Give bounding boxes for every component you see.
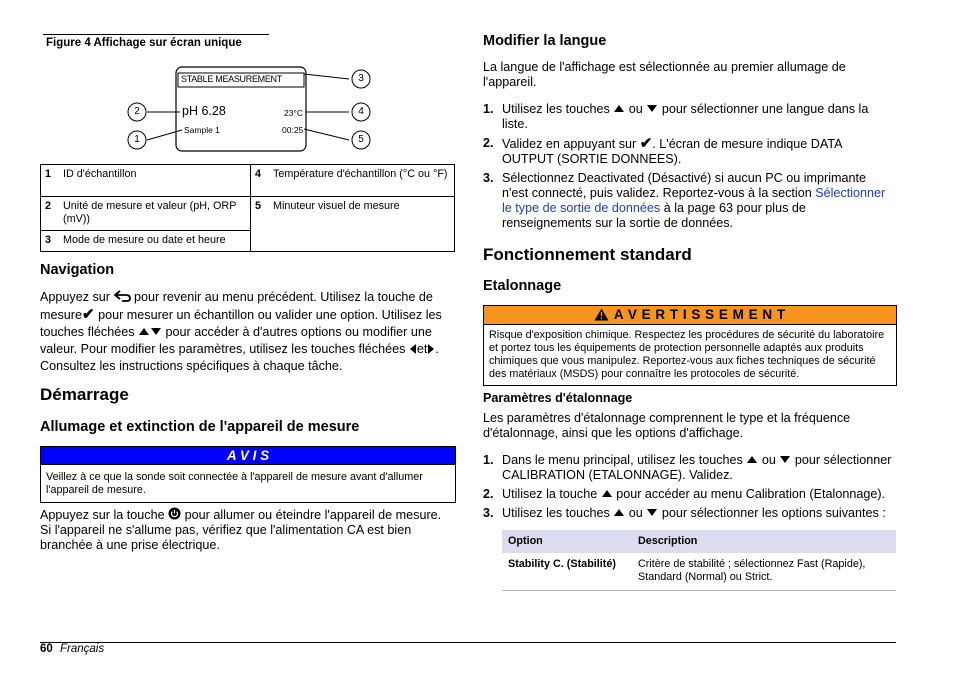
page-number: 60 — [40, 643, 53, 655]
legend-cell: 1 ID d'échantillon — [41, 165, 251, 197]
callout-line-5 — [304, 129, 349, 140]
callout-label-1: 1 — [134, 134, 140, 145]
row-description: Critère de stabilité ; sélectionnez Fast (Rapide), Standard (Normal) ou Strict. — [638, 558, 866, 583]
arrow-up-icon — [747, 456, 757, 463]
demarrage-heading: Démarrage — [40, 385, 129, 404]
power-icon — [168, 507, 181, 520]
avis-notice — [40, 446, 456, 503]
arrow-up-icon — [614, 509, 624, 516]
warning-triangle-icon — [594, 308, 609, 326]
display-sample: Sample 1 — [184, 125, 220, 135]
callout-label-3: 3 — [358, 73, 364, 84]
arrow-left-icon — [410, 344, 416, 354]
etalonnage-heading: Etalonnage — [483, 278, 562, 294]
arrow-down-icon — [647, 105, 657, 112]
footer-rule — [40, 642, 896, 643]
avertissement-text: Risque d'exposition chimique. Respectez les procédures de sécurité du laboratoire et portez tous les équipements de protection personnelle adaptés aux produits chimiques que vous manipulez. Reportez-vous aux fiches techniques de sécurité des matériaux (MSDS) pour connaître les protocoles de sécurité. — [484, 324, 896, 385]
display-timer: 00:25 — [282, 125, 304, 135]
figure-caption: Figure 4 Affichage sur écran unique — [46, 37, 242, 49]
langue-step-3: 3. Sélectionnez Deactivated (Désactivé) si aucun PC ou imprimante n'est connecté, puis validez. Reportez-vous à la section Sélectionner le type de sortie de données à la page 63 pour plus de renseignements sur la sortie de données. — [483, 171, 886, 230]
table-row — [502, 553, 896, 591]
avis-title: A V I S — [226, 448, 270, 463]
etalonnage-step-1: 1. Dans le menu principal, utilisez les touches ou pour sélectionner CALIBRATION (ETALONNAGE). Validez. — [483, 453, 892, 482]
arrow-down-icon — [151, 328, 161, 335]
arrow-up-icon — [614, 105, 624, 112]
arrow-down-icon — [780, 456, 790, 463]
options-table-header — [502, 530, 896, 553]
back-arrow-icon — [114, 290, 131, 302]
callout-label-4: 4 — [358, 106, 364, 117]
navigation-paragraph: Appuyez sur pour revenir au menu précédent. Utilisez la touche de mesure✔ pour mesurer un échantillon ou valider une option. Utilisez les touches fléchées pour accéder à d'autres options ou modifier une valeur. Pour modifier les paramètres, utilisez les touches fléchées et . Consultez les instructions spécifiques à chaque tâche. — [40, 290, 442, 373]
legend-cell: 4 Température d'échantillon (°C ou °F) — [251, 165, 455, 197]
link-sortie-donnees[interactable]: Sélectionner le type de sortie de données — [502, 186, 886, 215]
calibration-options-table — [502, 530, 896, 591]
params-text: Les paramètres d'étalonnage comprennent le type et la fréquence d'étalonnage, ainsi que les options d'affichage. — [483, 411, 851, 440]
footer-language: Français — [60, 643, 105, 655]
langue-step-2: 2. Validez en appuyant sur ✔. L'écran de mesure indique DATA OUTPUT (SORTIE DONNEES). — [483, 135, 842, 166]
check-icon: ✔ — [82, 306, 95, 323]
header-description: Description — [638, 535, 698, 547]
langue-step-1: 1. Utilisez les touches ou pour sélectionner une langue dans la liste. — [483, 102, 869, 131]
legend-cell: 2 Unité de mesure et valeur (pH, ORP (mV)) — [41, 197, 251, 231]
allumage-heading: Allumage et extinction de l'appareil de mesure — [40, 419, 360, 435]
check-icon: ✔ — [639, 135, 653, 152]
row-option: Stability C. (Stabilité) — [508, 558, 616, 570]
arrow-up-icon — [602, 490, 612, 497]
avis-text: Veillez à ce que la sonde soit connectée à l'appareil de mesure avant d'allumer l'appareil de mesure. — [41, 464, 455, 502]
callout-label-2: 2 — [134, 106, 140, 117]
figure-caption-rule — [43, 34, 269, 35]
langue-heading: Modifier la langue — [483, 33, 607, 49]
langue-steps — [483, 102, 895, 231]
etalonnage-step-3: 3. Utilisez les touches ou pour sélectionner les options suivantes : — [483, 506, 886, 520]
legend-cell: 3 Mode de mesure ou date et heure — [41, 231, 251, 252]
header-option: Option — [508, 535, 543, 547]
arrow-down-icon — [647, 509, 657, 516]
legend-cell: 5 Minuteur visuel de mesure — [251, 197, 455, 252]
figure-legend-table — [40, 164, 455, 252]
callout-label-5: 5 — [358, 134, 364, 145]
avertissement-header — [484, 306, 896, 324]
avis-header — [41, 447, 455, 464]
callout-line-3 — [304, 74, 349, 79]
footer — [40, 643, 104, 655]
display-temperature: 23°C — [284, 108, 303, 118]
params-heading: Paramètres d'étalonnage — [483, 391, 633, 405]
avertissement-title: A V E R T I S S E M E N T — [613, 307, 786, 322]
etalonnage-step-2: 2. Utilisez la touche pour accéder au menu Calibration (Etalonnage). — [483, 487, 886, 501]
display-banner: STABLE MEASUREMENT — [181, 74, 282, 84]
allumage-paragraph: Appuyez sur la touche pour allumer ou éteindre l'appareil de mesure. Si l'appareil ne s'allume pas, vérifiez que l'alimentation CA est bien branchée à une prise électrique. — [40, 508, 442, 552]
display-reading: pH 6.28 — [182, 104, 226, 118]
arrow-right-icon — [428, 344, 434, 354]
fonctionnement-heading: Fonctionnement standard — [483, 245, 692, 264]
langue-intro: La langue de l'affichage est sélectionnée au premier allumage de l'appareil. — [483, 60, 846, 89]
avertissement-notice — [483, 305, 897, 386]
arrow-up-icon — [139, 328, 149, 335]
navigation-heading: Navigation — [40, 262, 115, 278]
etalonnage-steps — [483, 453, 895, 521]
